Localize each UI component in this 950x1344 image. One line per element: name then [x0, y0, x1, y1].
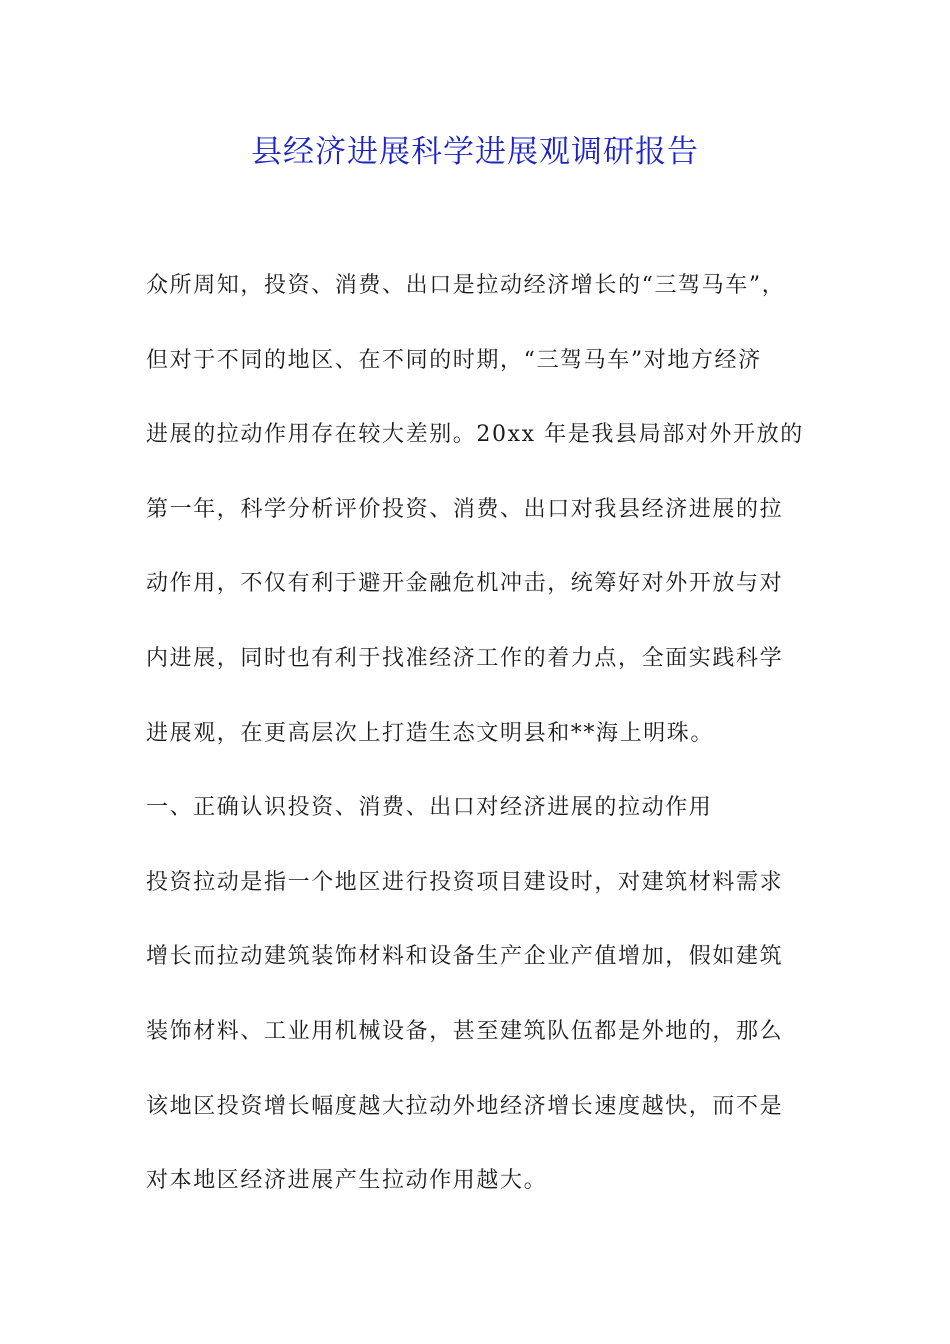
text-line-2: 但对于不同的地区、在不同的时期，“三驾马车”对地方经济	[146, 347, 762, 373]
text-line-13: 对本地区经济进展产生拉动作用越大。	[146, 1168, 548, 1194]
text-line-10: 增长而拉动建筑装饰材料和设备生产企业产值增加，假如建筑	[146, 944, 784, 970]
text-line-7: 进展观，在更高层次上打造生态文明县和**海上明珠。	[146, 720, 715, 746]
document-title: 县经济进展科学进展观调研报告	[251, 134, 699, 170]
text-line-5: 动作用，不仅有利于避开金融危机冲击，统筹好对外开放与对	[146, 571, 784, 597]
text-line-9: 投资拉动是指一个地区进行投资项目建设时，对建筑材料需求	[146, 869, 784, 895]
text-line-4: 第一年，科学分析评价投资、消费、出口对我县经济进展的拉	[146, 496, 784, 522]
text-line-1: 众所周知，投资、消费、出口是拉动经济增长的“三驾马车”，	[146, 273, 786, 298]
document-body	[146, 262, 818, 1232]
section-heading-1: 一、正确认识投资、消费、出口对经济进展的拉动作用	[146, 795, 713, 821]
text-line-3: 进展的拉动作用存在较大差别。20xx 年是我县局部对外开放的	[146, 422, 804, 448]
text-line-12: 该地区投资增长幅度越大拉动外地经济增长速度越快，而不是	[146, 1093, 784, 1119]
text-line-11: 装饰材料、工业用机械设备，甚至建筑队伍都是外地的，那么	[146, 1018, 784, 1044]
text-line-6: 内进展，同时也有利于找准经济工作的着力点，全面实践科学	[146, 645, 784, 671]
